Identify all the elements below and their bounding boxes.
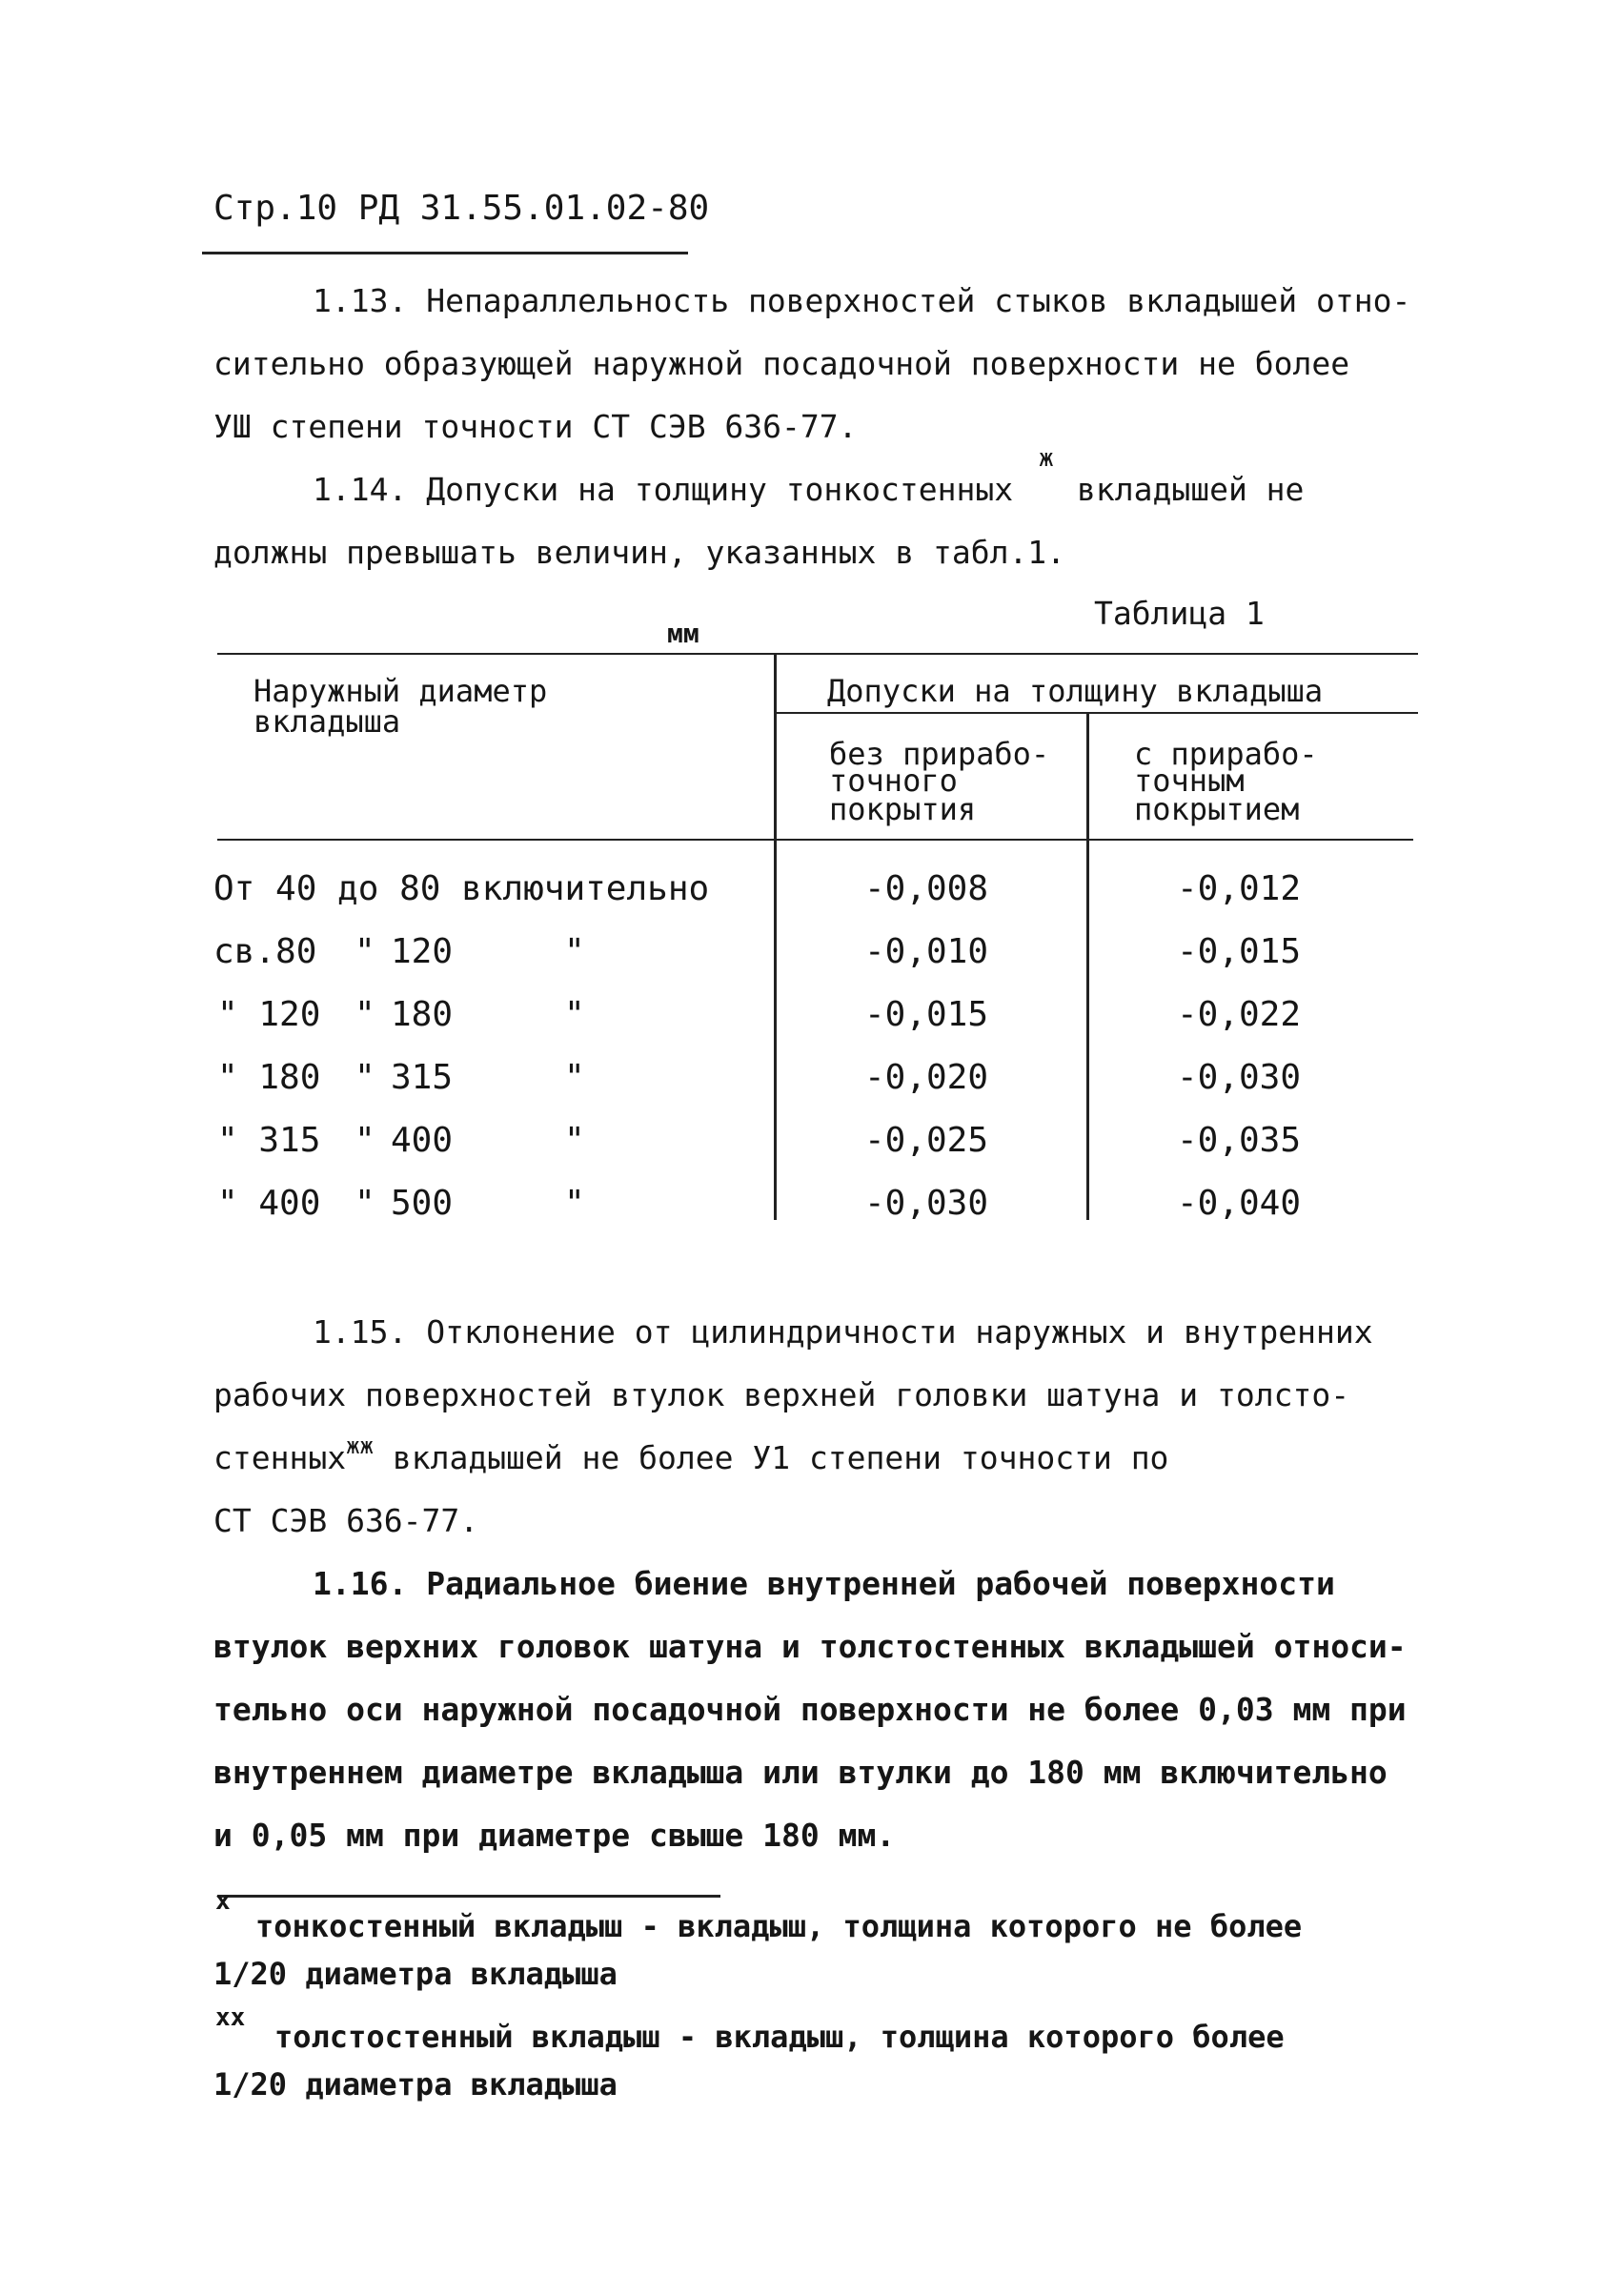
- table-unit: мм: [667, 618, 699, 649]
- row-4-to: 400: [391, 1121, 454, 1160]
- footnote-1-line2: 1/20 диаметра вкладыша: [213, 1956, 618, 1992]
- p113-line3: УШ степени точности СТ СЭВ 636-77.: [213, 408, 858, 445]
- row-3-from: " 180: [217, 1058, 321, 1097]
- row-2-ditto2: ": [564, 995, 585, 1034]
- p116-line1: 1.16. Радиальное биение внутренней рабочей поверхности: [313, 1565, 1335, 1602]
- p113-line2: сительно образующей наружной посадочной поверхности не более: [213, 345, 1350, 382]
- page-header: Стр.10 РД 31.55.01.02-80: [213, 189, 710, 228]
- row-1-with: -0,015: [1176, 932, 1302, 971]
- row-4-from: " 315: [217, 1121, 321, 1160]
- p114-line2: должны превышать величин, указанных в табл.1.: [213, 534, 1066, 571]
- sub2-line3: покрытием: [1134, 791, 1300, 827]
- row-3-without: -0,020: [863, 1058, 989, 1097]
- p114-line1-pre: 1.14. Допуски на толщину тонкостенных: [313, 471, 1014, 508]
- footnote-2-line2: 1/20 диаметра вкладыша: [213, 2066, 618, 2103]
- footnote-1-line1: тонкостенный вкладыш - вкладыш, толщина которого не более: [255, 1908, 1303, 1944]
- row-0-without: -0,008: [863, 869, 989, 908]
- row-5-to: 500: [391, 1184, 454, 1223]
- row-0-with: -0,012: [1176, 869, 1302, 908]
- row-2-to: 180: [391, 995, 454, 1034]
- row-4-ditto2: ": [564, 1121, 585, 1160]
- p116-line5: и 0,05 мм при диаметре свыше 180 мм.: [213, 1817, 896, 1854]
- row-1-ditto: ": [355, 932, 375, 971]
- header-underline: [202, 252, 688, 254]
- row-3-ditto2: ": [564, 1058, 585, 1097]
- sub1-line1: без прирабо-: [829, 736, 1050, 772]
- p115-line3: [213, 1432, 1169, 1476]
- p114-line1-post: вкладышей не: [1077, 471, 1305, 508]
- row-1-without: -0,010: [863, 932, 989, 971]
- row-5-ditto2: ": [564, 1184, 585, 1223]
- p115-line2: рабочих поверхностей втулок верхней головки шатуна и толсто-: [213, 1376, 1350, 1413]
- col1-header-line2: вкладыша: [253, 703, 401, 740]
- sub1-line3: покрытия: [829, 791, 977, 827]
- p113-line1: 1.13. Непараллельность поверхностей стыков вкладышей отно-: [313, 282, 1411, 319]
- sub2-line2: точным: [1134, 762, 1245, 799]
- p116-line3: тельно оси наружной посадочной поверхности не более 0,03 мм при: [213, 1691, 1407, 1728]
- row-1-to: 120: [391, 932, 454, 971]
- sub1-line2: точного: [829, 762, 958, 799]
- p114-footnote-mark: ж: [1039, 444, 1054, 473]
- sub2-line1: с прирабо-: [1134, 736, 1318, 772]
- row-3-to: 315: [391, 1058, 454, 1097]
- row-2-with: -0,022: [1176, 995, 1302, 1034]
- p115-line3-post: вкладышей не более У1 степени точности по: [373, 1439, 1169, 1476]
- footnote-1-mark: х: [215, 1887, 231, 1916]
- table-caption: Таблица 1: [1094, 595, 1265, 632]
- p115-line4: СТ СЭВ 636-77.: [213, 1502, 479, 1539]
- table-subheader-rule: [777, 712, 1418, 714]
- row-2-from: " 120: [217, 995, 321, 1034]
- row-3-with: -0,030: [1176, 1058, 1302, 1097]
- row-2-without: -0,015: [863, 995, 989, 1034]
- row-1-from: св.80: [213, 932, 317, 971]
- row-0-range: От 40 до 80 включительно: [213, 869, 710, 908]
- p115-line3-pre: стенных: [213, 1439, 347, 1476]
- p116-line2: втулок верхних головок шатуна и толстостенных вкладышей относи-: [213, 1628, 1407, 1665]
- col1-header-line1: Наружный диаметр: [253, 673, 548, 709]
- row-5-without: -0,030: [863, 1184, 989, 1223]
- table-top-rule: [217, 653, 1418, 655]
- footnote-2-line1: толстостенный вкладыш - вкладыш, толщина которого более: [274, 2019, 1285, 2055]
- p116-line4: внутреннем диаметре вкладыша или втулки до 180 мм включительно: [213, 1754, 1388, 1791]
- row-5-from: " 400: [217, 1184, 321, 1223]
- row-5-ditto: ": [355, 1184, 375, 1223]
- row-4-with: -0,035: [1176, 1121, 1302, 1160]
- p115-line1: 1.15. Отклонение от цилиндричности наружных и внутренних: [313, 1313, 1373, 1351]
- row-3-ditto: ": [355, 1058, 375, 1097]
- row-1-ditto2: ": [564, 932, 585, 971]
- table-header-bottom-rule: [217, 839, 1413, 841]
- row-5-with: -0,040: [1176, 1184, 1302, 1223]
- row-2-ditto: ": [355, 995, 375, 1034]
- footnote-2-mark: хх: [215, 2003, 246, 2032]
- footnote-separator: [217, 1895, 720, 1898]
- p115-footnote-mark: жж: [346, 1432, 374, 1459]
- group-header: Допуски на толщину вкладыша: [827, 673, 1324, 709]
- row-4-ditto: ": [355, 1121, 375, 1160]
- row-4-without: -0,025: [863, 1121, 989, 1160]
